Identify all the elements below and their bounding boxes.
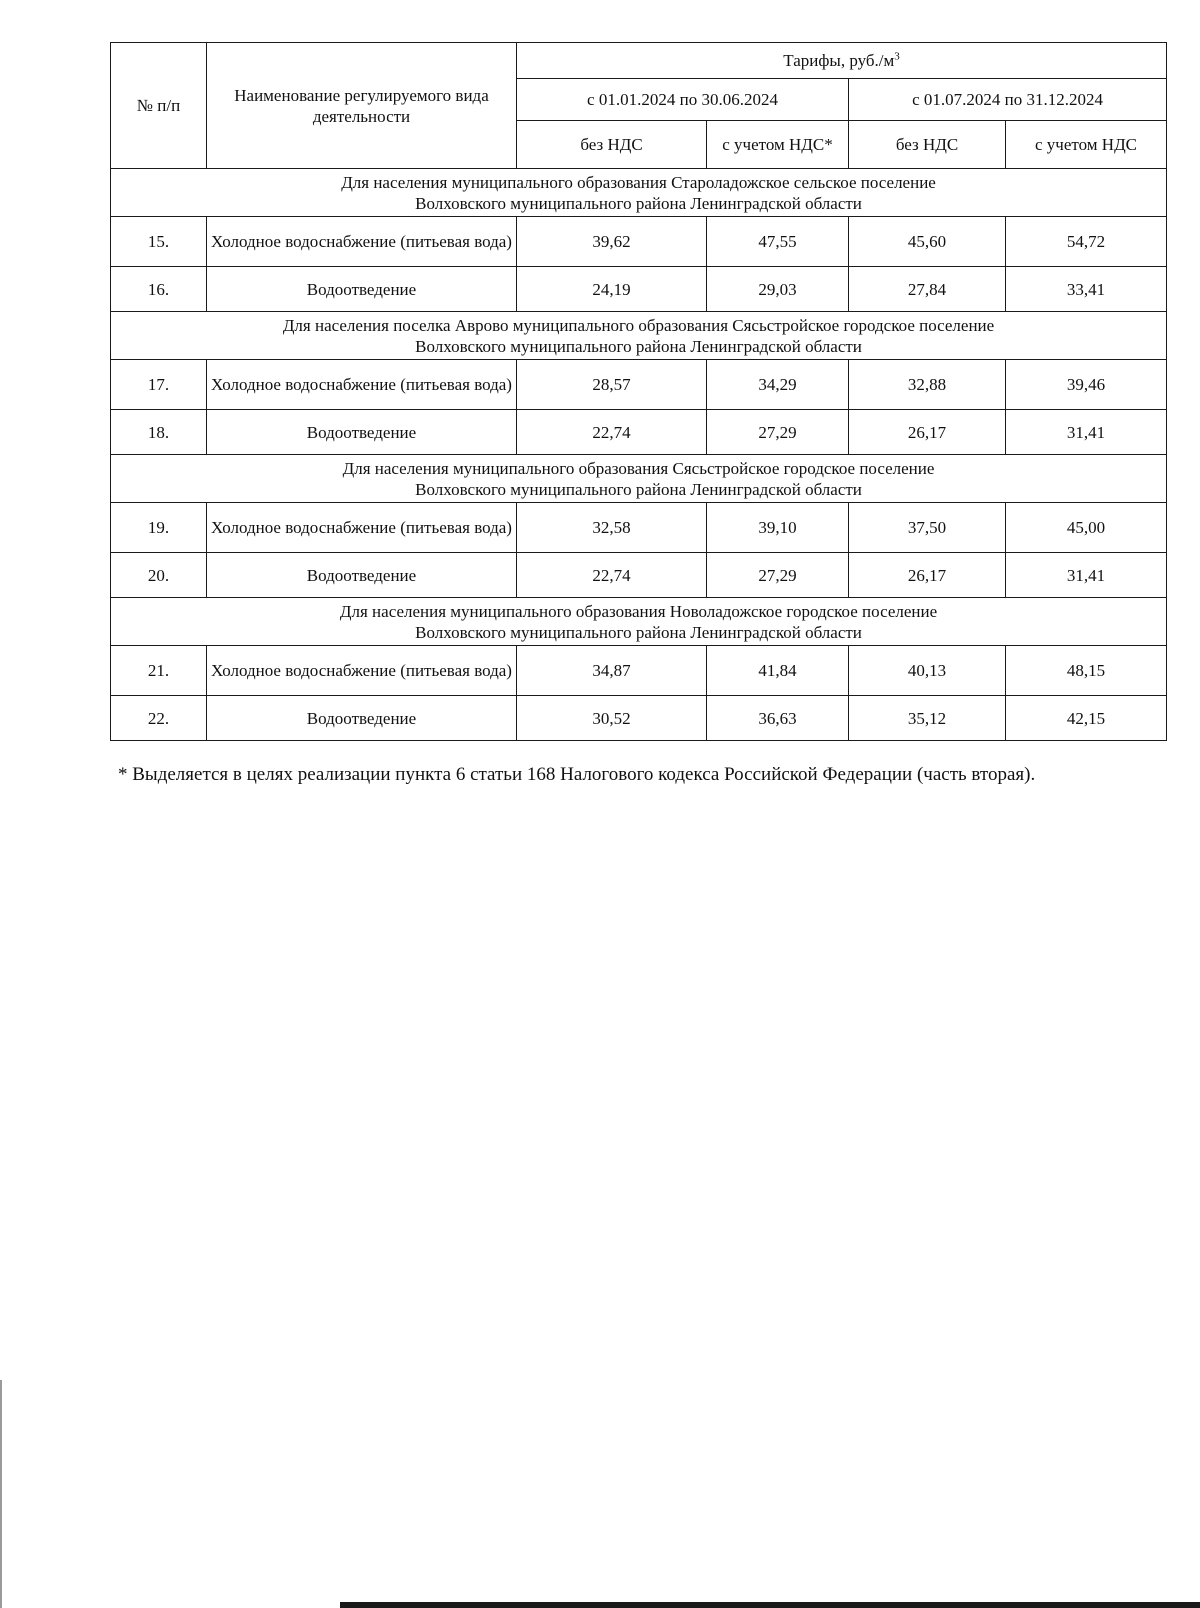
tariff-p2-no-vat: 35,12 bbox=[849, 696, 1006, 741]
group-title bbox=[111, 312, 1167, 360]
header-period-2: с 01.07.2024 по 31.12.2024 bbox=[849, 79, 1167, 121]
group-title-line-2: Волховского муниципального района Ленинградской области bbox=[415, 336, 862, 356]
header-p2-with-vat: с учетом НДС bbox=[1006, 121, 1167, 169]
scan-edge-mark bbox=[0, 1380, 2, 1608]
header-tariffs-label: Тарифы, руб./м bbox=[783, 51, 895, 70]
group-row bbox=[111, 169, 1167, 217]
group-row bbox=[111, 312, 1167, 360]
row-number: 16. bbox=[111, 267, 207, 312]
table-row bbox=[111, 553, 1167, 598]
row-number: 18. bbox=[111, 410, 207, 455]
tariff-p1-no-vat: 22,74 bbox=[517, 553, 707, 598]
group-row bbox=[111, 455, 1167, 503]
tariff-p1-no-vat: 34,87 bbox=[517, 646, 707, 696]
tariff-p1-no-vat: 28,57 bbox=[517, 360, 707, 410]
header-p2-no-vat: без НДС bbox=[849, 121, 1006, 169]
row-activity: Холодное водоснабжение (питьевая вода) bbox=[207, 646, 517, 696]
tariff-p2-no-vat: 37,50 bbox=[849, 503, 1006, 553]
tariff-p1-with-vat: 34,29 bbox=[707, 360, 849, 410]
footnote: * Выделяется в целях реализации пункта 6 статьи 168 Налогового кодекса Российской Федерации (часть вторая). bbox=[118, 764, 1036, 785]
group-row bbox=[111, 598, 1167, 646]
row-number: 15. bbox=[111, 217, 207, 267]
tariff-p2-with-vat: 45,00 bbox=[1006, 503, 1167, 553]
tariff-p1-with-vat: 39,10 bbox=[707, 503, 849, 553]
group-title-line-2: Волховского муниципального района Ленинградской области bbox=[415, 193, 862, 213]
group-title-line-1: Для населения поселка Аврово муниципального образования Сясьстройское городское поселение bbox=[282, 315, 995, 335]
row-activity: Водоотведение bbox=[207, 696, 517, 741]
group-title bbox=[111, 455, 1167, 503]
table-row bbox=[111, 217, 1167, 267]
tariff-p2-no-vat: 26,17 bbox=[849, 553, 1006, 598]
header-tariffs-unit-exponent: 3 bbox=[894, 50, 900, 63]
row-activity: Холодное водоснабжение (питьевая вода) bbox=[207, 503, 517, 553]
group-title bbox=[111, 169, 1167, 217]
table-row bbox=[111, 503, 1167, 553]
group-title-line-1: Для населения муниципального образования Староладожское сельское поселение bbox=[341, 172, 936, 192]
row-number: 20. bbox=[111, 553, 207, 598]
tariff-p1-with-vat: 36,63 bbox=[707, 696, 849, 741]
tariff-p1-with-vat: 27,29 bbox=[707, 410, 849, 455]
tariff-p2-with-vat: 31,41 bbox=[1006, 553, 1167, 598]
tariff-p1-with-vat: 41,84 bbox=[707, 646, 849, 696]
group-title bbox=[111, 598, 1167, 646]
tariff-p2-no-vat: 26,17 bbox=[849, 410, 1006, 455]
row-activity: Водоотведение bbox=[207, 553, 517, 598]
tariff-p1-with-vat: 47,55 bbox=[707, 217, 849, 267]
table-row bbox=[111, 646, 1167, 696]
row-number: 17. bbox=[111, 360, 207, 410]
tariff-p1-no-vat: 39,62 bbox=[517, 217, 707, 267]
scan-bottom-edge bbox=[340, 1602, 1200, 1608]
header-tariffs bbox=[517, 43, 1167, 79]
table-body bbox=[111, 169, 1167, 741]
tariff-p2-no-vat: 40,13 bbox=[849, 646, 1006, 696]
tariff-p2-no-vat: 45,60 bbox=[849, 217, 1006, 267]
tariff-p2-with-vat: 48,15 bbox=[1006, 646, 1167, 696]
table-header bbox=[111, 43, 1167, 169]
tariff-p2-with-vat: 39,46 bbox=[1006, 360, 1167, 410]
header-period-1: с 01.01.2024 по 30.06.2024 bbox=[517, 79, 849, 121]
table-row bbox=[111, 410, 1167, 455]
tariff-p2-with-vat: 33,41 bbox=[1006, 267, 1167, 312]
row-activity: Водоотведение bbox=[207, 410, 517, 455]
tariff-p2-with-vat: 54,72 bbox=[1006, 217, 1167, 267]
tariff-p2-no-vat: 27,84 bbox=[849, 267, 1006, 312]
tariff-p2-with-vat: 42,15 bbox=[1006, 696, 1167, 741]
header-activity: Наименование регулируемого вида деятельности bbox=[207, 43, 517, 169]
table-row bbox=[111, 267, 1167, 312]
group-title-line-2: Волховского муниципального района Ленинградской области bbox=[415, 622, 862, 642]
group-title-line-1: Для населения муниципального образования Новоладожское городское поселение bbox=[339, 601, 938, 621]
tariff-p2-with-vat: 31,41 bbox=[1006, 410, 1167, 455]
row-number: 22. bbox=[111, 696, 207, 741]
row-activity: Холодное водоснабжение (питьевая вода) bbox=[207, 360, 517, 410]
row-activity: Водоотведение bbox=[207, 267, 517, 312]
tariff-p1-with-vat: 29,03 bbox=[707, 267, 849, 312]
tariff-p1-with-vat: 27,29 bbox=[707, 553, 849, 598]
table-row bbox=[111, 360, 1167, 410]
header-number: № п/п bbox=[111, 43, 207, 169]
tariffs-table bbox=[110, 42, 1167, 741]
row-activity: Холодное водоснабжение (питьевая вода) bbox=[207, 217, 517, 267]
tariff-p2-no-vat: 32,88 bbox=[849, 360, 1006, 410]
row-number: 21. bbox=[111, 646, 207, 696]
group-title-line-2: Волховского муниципального района Ленинградской области bbox=[415, 479, 862, 499]
header-p1-no-vat: без НДС bbox=[517, 121, 707, 169]
table-row bbox=[111, 696, 1167, 741]
tariff-p1-no-vat: 32,58 bbox=[517, 503, 707, 553]
row-number: 19. bbox=[111, 503, 207, 553]
header-p1-with-vat: с учетом НДС* bbox=[707, 121, 849, 169]
tariff-p1-no-vat: 24,19 bbox=[517, 267, 707, 312]
tariff-p1-no-vat: 22,74 bbox=[517, 410, 707, 455]
tariff-p1-no-vat: 30,52 bbox=[517, 696, 707, 741]
group-title-line-1: Для населения муниципального образования Сясьстройское городское поселение bbox=[342, 458, 935, 478]
